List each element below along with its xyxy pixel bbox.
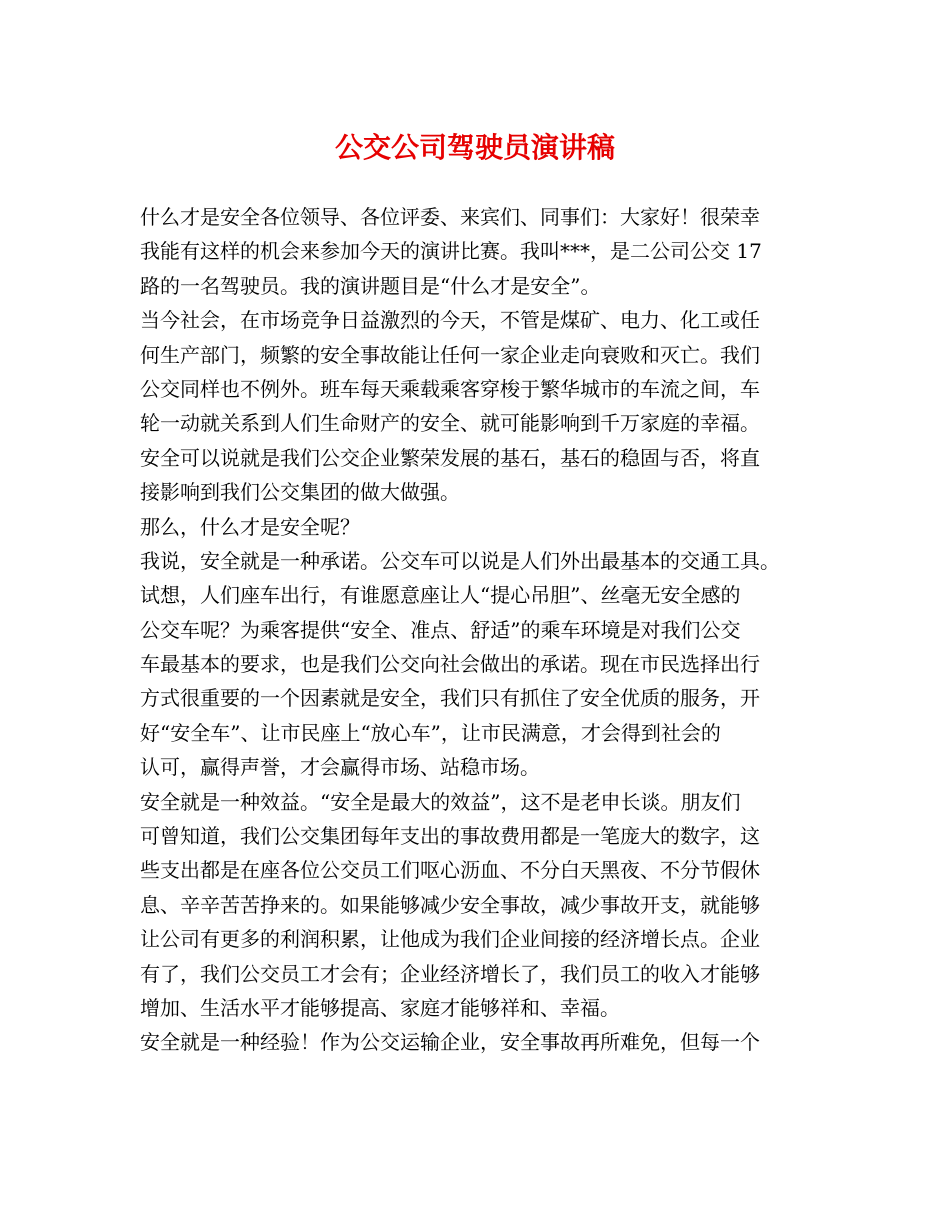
text-line: 好“安全车”、让市民座上“放心车”，让市民满意，才会得到社会的 bbox=[140, 720, 721, 745]
text-line: 公交车呢？为乘客提供“安全、准点、舒适”的乘车环境是对我们公交 bbox=[140, 617, 741, 642]
text-line: 安全就是一种效益。“安全是最大的效益”，这不是老申长谈。朋友们 bbox=[140, 789, 741, 814]
text-line: 让公司有更多的利润积累，让他成为我们企业间接的经济增长点。企业 bbox=[140, 927, 760, 952]
text-line: 安全可以说就是我们公交企业繁荣发展的基石，基石的稳固与否，将直 bbox=[140, 445, 760, 470]
text-line: 何生产部门，频繁的安全事故能让任何一家企业走向衰败和灭亡。我们 bbox=[140, 342, 760, 367]
text-line: 接影响到我们公交集团的做大做强。 bbox=[140, 480, 460, 505]
text-line: 认可，赢得声誉，才会赢得市场、站稳市场。 bbox=[140, 755, 540, 780]
text-line: 试想，人们座车出行，有谁愿意座让人“提心吊胆”、丝毫无安全感的 bbox=[140, 583, 741, 608]
text-line: 那么，什么才是安全呢？ bbox=[140, 514, 360, 539]
text-line: 车最基本的要求，也是我们公交向社会做出的承诺。现在市民选择出行 bbox=[140, 652, 760, 677]
text-line: 可曾知道，我们公交集团每年支出的事故费用都是一笔庞大的数字，这 bbox=[140, 824, 760, 849]
text-line: 当今社会，在市场竞争日益激烈的今天，不管是煤矿、电力、化工或任 bbox=[140, 308, 760, 333]
text-line: 增加、生活水平才能够提高、家庭才能够祥和、幸福。 bbox=[140, 995, 620, 1020]
text-line: 我能有这样的机会来参加今天的演讲比赛。我叫***，是二公司公交 17 bbox=[140, 239, 762, 264]
document-title: 公交公司驾驶员演讲稿 bbox=[334, 131, 615, 164]
text-line: 什么才是安全各位领导、各位评委、来宾们、同事们：大家好！很荣幸 bbox=[140, 205, 760, 229]
document-body bbox=[140, 200, 830, 1060]
text-line: 轮一动就关系到人们生命财产的安全、就可能影响到千万家庭的幸福。 bbox=[140, 411, 760, 436]
text-line: 些支出都是在座各位公交员工们呕心沥血、不分白天黑夜、不分节假休 bbox=[140, 858, 760, 883]
text-line: 公交同样也不例外。班车每天乘载乘客穿梭于繁华城市的车流之间，车 bbox=[140, 376, 760, 401]
text-line: 有了，我们公交员工才会有；企业经济增长了，我们员工的收入才能够 bbox=[140, 961, 760, 986]
text-line: 我说，安全就是一种承诺。公交车可以说是人们外出最基本的交通工具。 bbox=[140, 548, 780, 573]
text-line: 路的一名驾驶员。我的演讲题目是“什么才是安全”。 bbox=[140, 273, 601, 298]
text-line: 方式很重要的一个因素就是安全，我们只有抓住了安全优质的服务，开 bbox=[140, 686, 760, 711]
text-line: 息、辛辛苦苦挣来的。如果能够减少安全事故，减少事故开支，就能够 bbox=[140, 892, 760, 917]
text-line: 安全就是一种经验！作为公交运输企业，安全事故再所难免，但每一个 bbox=[140, 1030, 760, 1055]
